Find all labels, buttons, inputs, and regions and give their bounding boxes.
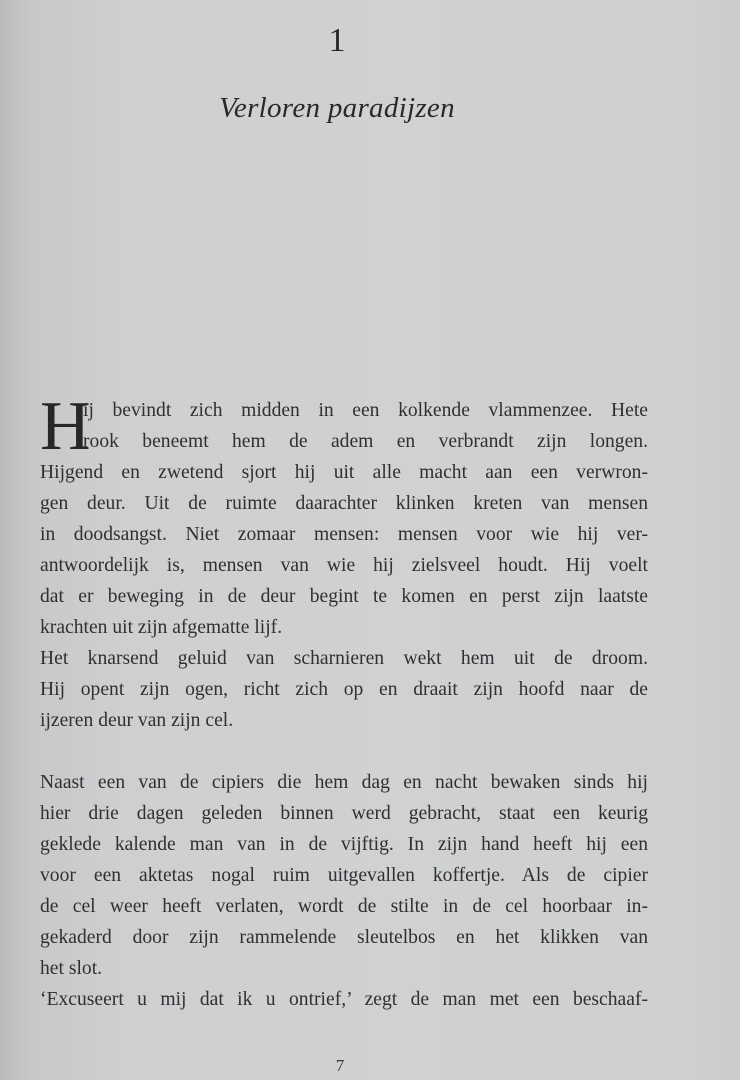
- chapter-number: 1: [328, 22, 346, 59]
- text-line: in doodsangst. Niet zomaar mensen: mensen voor wie hij ver-: [40, 524, 648, 545]
- text-line: antwoordelijk is, mensen van wie hij zielsveel houdt. Hij voelt: [40, 555, 648, 576]
- text-line: Naast een van de cipiers die hem dag en nacht bewaken sinds hij: [40, 772, 648, 793]
- text-line: Het knarsend geluid van scharnieren wekt hem uit de droom.: [40, 648, 648, 669]
- chapter-body: [40, 388, 648, 1015]
- chapter-title: Verloren paradijzen: [219, 92, 455, 124]
- text-line: hier drie dagen geleden binnen werd gebracht, staat een keurig: [40, 803, 648, 824]
- text-line: het slot.: [40, 958, 103, 979]
- paragraph-3: [40, 767, 648, 984]
- text-line: gen deur. Uit de ruimte daarachter klinken kreten van mensen: [40, 493, 648, 514]
- paragraph-2: [40, 643, 648, 736]
- paragraph-gap: [40, 736, 648, 767]
- text-line: geklede kalende man van in de vijftig. In zijn hand heeft hij een: [40, 834, 648, 855]
- text-line: gekaderd door zijn rammelende sleutelbos en het klikken van: [40, 927, 648, 948]
- text-line: voor een aktetas nogal ruim uitgevallen koffertje. Als de cipier: [40, 865, 648, 886]
- text-line: dat er beweging in de deur begint te komen en perst zijn laatste: [40, 586, 648, 607]
- text-line: ‘Excuseert u mij dat ik u ontrief,’ zegt de man met een beschaaf-: [40, 989, 648, 1010]
- text-line: Hijgend en zwetend sjort hij uit alle macht aan een verwron-: [40, 462, 648, 483]
- text-line: ijzeren deur van zijn cel.: [40, 710, 234, 731]
- page-number: 7: [335, 1056, 345, 1075]
- text-line: rook beneemt hem de adem en verbrandt zijn longen.: [83, 431, 648, 452]
- text-line: krachten uit zijn afgematte lijf.: [40, 617, 283, 638]
- text-line: Hij opent zijn ogen, richt zich op en draait zijn hoofd naar de: [40, 679, 648, 700]
- paragraph-1: [40, 388, 648, 643]
- text-line: de cel weer heeft verlaten, wordt de stilte in de cel hoorbaar in-: [40, 896, 648, 917]
- paragraph-4: [40, 984, 648, 1015]
- drop-cap: H: [40, 388, 91, 465]
- text-line: ij bevindt zich midden in een kolkende vlammenzee. Hete: [83, 400, 648, 421]
